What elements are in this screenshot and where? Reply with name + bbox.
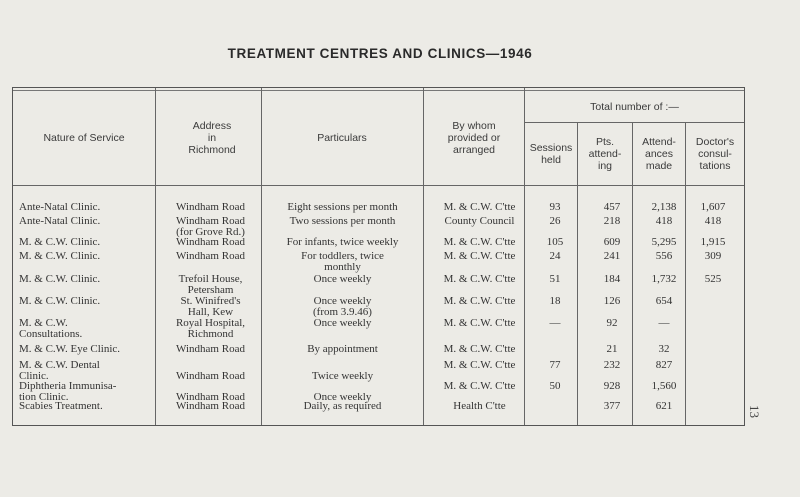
address-cell: Windham Road — [176, 201, 245, 213]
by-whom-cell: M. & C.W. C'tte — [443, 359, 516, 371]
service-cell: Diphtheria Immunisa- — [19, 380, 117, 392]
service-cell: M. & C.W. Clinic. — [19, 250, 101, 262]
service-cell: Consultations. — [19, 328, 83, 340]
header-divider — [13, 185, 744, 186]
by-whom-cell: M. & C.W. C'tte — [443, 250, 516, 262]
particulars-cell: For infants, twice weekly — [286, 236, 399, 248]
patients-attending-cell: 21 — [606, 343, 618, 355]
sessions-cell: 18 — [549, 295, 561, 307]
particulars-cell: monthly — [324, 261, 361, 273]
particulars-cell: Once weekly — [313, 273, 372, 285]
patients-attending-cell: 232 — [603, 359, 621, 371]
particulars-cell: (from 3.9.46) — [313, 306, 372, 318]
sessions-cell: — — [549, 317, 561, 329]
address-cell: Windham Road — [176, 236, 245, 248]
service-cell: M. & C.W. Eye Clinic. — [19, 343, 121, 355]
particulars-cell: Twice weekly — [311, 370, 374, 382]
address-cell: Richmond — [187, 328, 234, 340]
service-cell: Scabies Treatment. — [19, 400, 103, 412]
by-whom-cell: M. & C.W. C'tte — [443, 343, 516, 355]
by-whom-cell: M. & C.W. C'tte — [443, 201, 516, 213]
patients-attending-cell: 457 — [603, 201, 621, 213]
sessions-cell: 51 — [549, 273, 561, 285]
attendances-cell: — — [658, 317, 670, 329]
service-cell: M. & C.W. — [19, 317, 68, 329]
patients-attending-cell: 92 — [606, 317, 618, 329]
sessions-cell: 50 — [549, 380, 561, 392]
header-sessions: Sessions held — [529, 142, 573, 166]
patients-attending-cell: 126 — [603, 295, 621, 307]
service-cell: Ante-Natal Clinic. — [19, 215, 101, 227]
sessions-cell: 26 — [549, 215, 561, 227]
address-cell: Windham Road — [176, 250, 245, 262]
by-whom-cell: Health C'tte — [453, 400, 506, 412]
patients-attending-cell: 218 — [603, 215, 621, 227]
address-cell: Royal Hospital, — [175, 317, 246, 329]
address-cell: Hall, Kew — [187, 306, 234, 318]
doctors-consultations-cell: 418 — [704, 215, 722, 227]
particulars-cell: By appointment — [307, 343, 378, 355]
address-cell: Windham Road — [176, 370, 245, 382]
header-service: Nature of Service — [43, 132, 125, 144]
attendances-cell: 418 — [655, 215, 673, 227]
particulars-cell: Eight sessions per month — [287, 201, 398, 213]
patients-attending-cell: 609 — [603, 236, 621, 248]
address-cell: Windham Road — [176, 215, 245, 227]
sessions-cell: 105 — [546, 236, 564, 248]
sessions-cell: 77 — [549, 359, 561, 371]
attendances-cell: 654 — [655, 295, 673, 307]
sessions-cell: 24 — [549, 250, 561, 262]
page-number: 13 — [747, 405, 762, 418]
treatment-table — [12, 87, 745, 426]
service-cell: Ante-Natal Clinic. — [19, 201, 101, 213]
doctors-consultations-cell: 309 — [704, 250, 722, 262]
service-cell: M. & C.W. Clinic. — [19, 295, 101, 307]
attendances-cell: 621 — [655, 400, 673, 412]
particulars-cell: For toddlers, twice — [301, 250, 384, 262]
header-particulars: Particulars — [317, 132, 367, 144]
address-cell: Windham Road — [176, 343, 245, 355]
patients-attending-cell: 184 — [603, 273, 621, 285]
patients-attending-cell: 241 — [603, 250, 621, 262]
particulars-cell: Once weekly — [313, 295, 372, 307]
address-cell: (for Grove Rd.) — [176, 226, 245, 238]
address-cell: Petersham — [187, 284, 234, 296]
header-attendances: Attend- ances made — [642, 136, 676, 172]
particulars-cell: Once weekly — [313, 391, 372, 403]
address-cell: Trefoil House, — [178, 273, 243, 285]
particulars-cell: Two sessions per month — [289, 215, 396, 227]
service-cell: Clinic. — [19, 370, 49, 382]
service-cell: M. & C.W. Clinic. — [19, 273, 101, 285]
doctors-consultations-cell: 1,915 — [700, 236, 726, 248]
address-cell: St. Winifred's — [180, 295, 241, 307]
attendances-cell: 1,732 — [651, 273, 677, 285]
by-whom-cell: M. & C.W. C'tte — [443, 236, 516, 248]
by-whom-cell: M. & C.W. C'tte — [443, 273, 516, 285]
header-pts-attending: Pts. attend- ing — [588, 136, 622, 172]
patients-attending-cell: 928 — [603, 380, 621, 392]
service-cell: tion Clinic. — [19, 391, 69, 403]
attendances-cell: 1,560 — [651, 380, 677, 392]
header-address: Address in Richmond — [188, 120, 236, 156]
attendances-cell: 2,138 — [651, 201, 677, 213]
attendances-cell: 5,295 — [651, 236, 677, 248]
doctors-consultations-cell: 1,607 — [700, 201, 726, 213]
service-cell: M. & C.W. Clinic. — [19, 236, 101, 248]
particulars-cell: Once weekly — [313, 317, 372, 329]
page-title: TREATMENT CENTRES AND CLINICS—1946 — [227, 46, 533, 61]
doctors-consultations-cell: 525 — [704, 273, 722, 285]
address-cell: Windham Road — [176, 400, 245, 412]
by-whom-cell: M. & C.W. C'tte — [443, 295, 516, 307]
attendances-cell: 827 — [655, 359, 673, 371]
attendances-cell: 556 — [655, 250, 673, 262]
by-whom-cell: M. & C.W. C'tte — [443, 380, 516, 392]
particulars-cell: Daily, as required — [303, 400, 382, 412]
attendances-cell: 32 — [658, 343, 670, 355]
patients-attending-cell: 377 — [603, 400, 621, 412]
address-cell: Windham Road — [176, 391, 245, 403]
header-divider — [525, 122, 744, 123]
header-doctors-consultations: Doctor's consul- tations — [695, 136, 735, 172]
by-whom-cell: M. & C.W. C'tte — [443, 317, 516, 329]
sessions-cell: 93 — [549, 201, 561, 213]
service-cell: M. & C.W. Dental — [19, 359, 100, 371]
header-by-whom: By whom provided or arranged — [447, 120, 501, 156]
by-whom-cell: County Council — [444, 215, 515, 227]
header-total-number: Total number of :— — [590, 101, 679, 113]
